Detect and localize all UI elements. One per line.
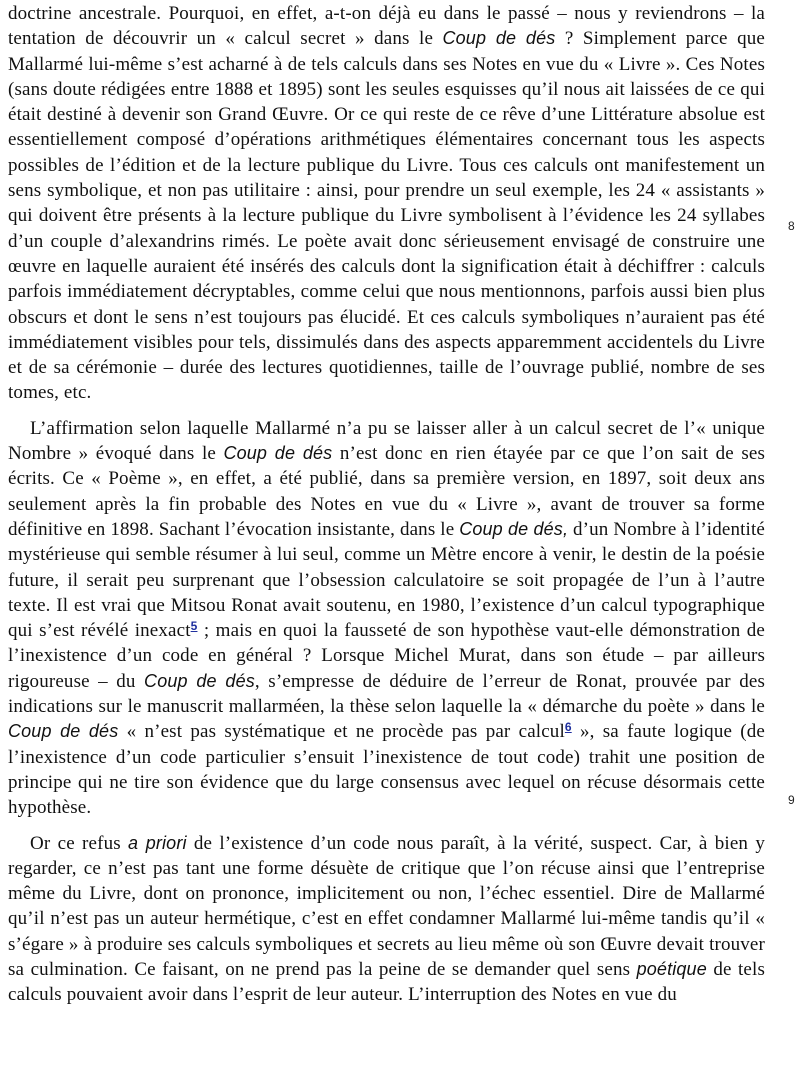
text-run: n’est donc en rien étayée par ce que l’on sait de ses écrits. Ce « Poème », en effet, a été publié, dans sa première version, en 1897, soit deux ans seulement après la fin probable des Notes en vue du « Livre », avant de trouver sa forme définitive en 1898. Sachant l’évocation insistante, dans le bbox=[8, 443, 766, 540]
page-margin-number: 8 bbox=[788, 219, 795, 233]
footnote-ref bbox=[565, 718, 572, 735]
footnote-link[interactable]: 6 bbox=[564, 720, 572, 735]
page-margin-number: 9 bbox=[788, 793, 795, 807]
paragraph-2 bbox=[8, 416, 765, 821]
italic-title: Coup de dés bbox=[144, 670, 255, 691]
italic-title: Coup de dés bbox=[442, 28, 556, 49]
text-run: Or ce refus bbox=[30, 832, 129, 854]
paragraph-1 bbox=[8, 0, 765, 406]
text-run: d’un Nombre à l’identité mystérieuse qui semble résumer à lui seul, comme un Mètre encore à venir, le destin de la poésie future, il serait peu surprenant que l’obsession calculatoire se soit propagée de l’un à l’autre texte. Il est vrai que Mitsou Ronat avait soutenu, en 1980, l’existence d’un calcul typographique qui s’est révélé inexact bbox=[8, 518, 765, 642]
document-page bbox=[8, 0, 765, 1008]
italic-title: poétique bbox=[636, 958, 707, 979]
text-run: ; mais en quoi la fausseté de son hypothèse vaut-elle démonstration de l’inexistence d’un code en général ? Lorsque Michel Murat, dans son étude – par ailleurs rigoureuse – du bbox=[8, 620, 766, 692]
text-run: « n’est pas systématique et ne procède pas par calcul bbox=[118, 721, 565, 743]
italic-title: a priori bbox=[128, 832, 187, 853]
text-run: de tels calculs pouvaient avoir dans l’esprit de leur auteur. L’interruption des Notes en vue du bbox=[8, 958, 765, 1006]
text-run: ? Simplement parce que Mallarmé lui-même s’est acharné à de tels calculs dans ses Notes en vue du « Livre ». Ces Notes (sans doute rédigées entre 1888 et 1895) sont les seules esquisses qu’il nous ait laissées de ce qui était destiné à devenir son Grand Œuvre. Or ce qui reste de ce rêve d’une Littérature absolue est essentiellement composé d’opérations arithmétiques élémentaires concernant tous les aspects possibles de l’édition et de la lecture publique du Livre. Tous ces calculs ont manifestement un sens symbolique, et non pas utilitaire : ainsi, pour prendre un seul exemple, les 24 « assistants » qui doivent être présents à la lecture publique du Livre symbolisent à l’évidence les 24 syllabes d’un couple d’alexandrins rimés. Le poète avait donc sérieusement envisagé de construire une œuvre en laquelle auraient été insérés des calculs dont la signification était à déchiffrer : calculs parfois immédiatement décryptables, comme celui que nous mentionnons, parfois aussi bien plus obscurs et dont le sens n’est toujours pas élucidé. Et ces calculs symboliques n’auraient pas été immédiatement visibles pour tels, dissimulés dans des aspects apparemment accidentels du Livre et de sa cérémonie – durée des lectures quotidiennes, taille de l’ouvrage publié, nombre de ses tomes, etc. bbox=[8, 28, 765, 404]
text-run: , s’empresse de déduire de l’erreur de Ronat, prouvée par des indications sur le manuscrit mallarméen, la thèse selon laquelle la « démarche du poète » dans le bbox=[8, 670, 765, 718]
footnote-link[interactable]: 5 bbox=[190, 619, 198, 634]
italic-title: Coup de dés bbox=[8, 721, 119, 742]
text-run: doctrine ancestrale. Pourquoi, en effet, a-t-on déjà eu dans le passé – nous y reviendrons – la tentation de découvrir un « calcul secret » dans le bbox=[8, 3, 765, 50]
text-run: », sa faute logique (de l’inexistence d’un code particulier s’ensuit l’inexistence de tout code) trahit une position de principe qui ne tire son évidence que du large consensus avec lequel on récuse désormais cette hypothèse. bbox=[8, 721, 765, 819]
italic-title: Coup de dés, bbox=[459, 518, 569, 539]
text-run: de l’existence d’un code nous paraît, à la vérité, suspect. Car, à bien y regarder, ce n’est pas tant une forme désuète de critique que l’on récuse ainsi que l’entreprise même du Livre, dont on prononce, implicitement ou non, l’échec essentiel. Dire de Mallarmé qu’il n’est pas un auteur hermétique, c’est en effet condamner Mallarmé lui-même tandis qu’il « s’égare » à produire ses calculs symboliques et secrets au lieu même où son Œuvre devait trouver sa culmination. Ce faisant, on ne prend pas la peine de se demander quel sens bbox=[8, 832, 765, 980]
italic-title: Coup de dés bbox=[223, 443, 333, 464]
paragraph-3 bbox=[8, 831, 765, 1008]
text-run: L’affirmation selon laquelle Mallarmé n’a pu se laisser aller à un calcul secret de l’« unique Nombre » évoqué dans le bbox=[8, 417, 765, 465]
